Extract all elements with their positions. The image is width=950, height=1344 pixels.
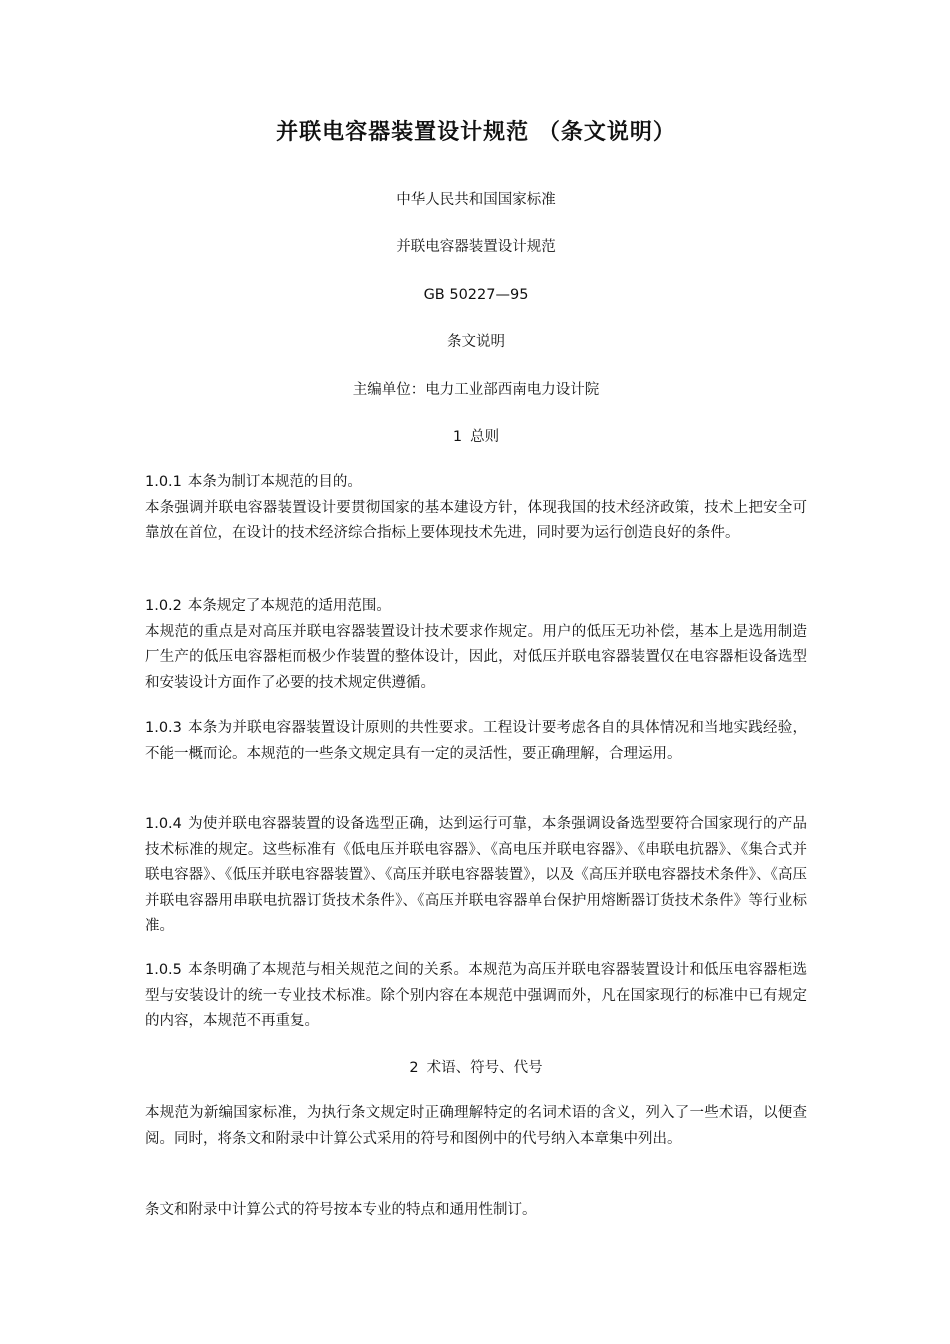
clause-1-0-3-text <box>145 716 807 767</box>
clause-1-0-1-heading <box>145 470 807 496</box>
clause-1-0-4 <box>145 812 807 940</box>
standard-code: GB 50227—95 <box>423 287 529 303</box>
section-2-number: 2 <box>409 1060 419 1076</box>
clause-number: 1.0.4 <box>145 816 182 832</box>
document-title: 并联电容器装置设计规范 （条文说明） <box>276 120 676 145</box>
clause-number: 1.0.5 <box>145 962 182 978</box>
section-2-paragraph-1 <box>145 1101 807 1152</box>
clause-heading: 本条明确了本规范与相关规范之间的关系。本规范为高压并联电容器装置设计和低压电容器柜选型与安装设计的统一专业技术标准。除个别内容在本规范中强调而外，凡在国家现行的标准中已有规定的内容，本规范不再重复。 <box>145 962 807 1029</box>
standard-category: 中华人民共和国国家标准 <box>396 192 556 208</box>
clause-number: 1.0.1 <box>145 474 182 490</box>
section-1-number: 1 <box>452 429 463 445</box>
clause-1-0-1 <box>145 470 807 547</box>
clause-1-0-1-body: 本条强调并联电容器装置设计要贯彻国家的基本建设方针，体现我国的技术经济政策，技术上把安全可靠放在首位，在设计的技术经济综合指标上要体现技术先进，同时要为运行创造良好的条件。 <box>145 499 807 541</box>
section-2-heading <box>145 1058 807 1078</box>
clause-1-0-5-text <box>145 958 807 1035</box>
clause-1-0-2-heading <box>145 594 807 620</box>
clause-1-0-2 <box>145 594 807 696</box>
section-1-title: 总则 <box>470 429 500 445</box>
clause-1-0-3 <box>145 716 807 767</box>
clause-number: 1.0.3 <box>145 720 182 736</box>
section-2-title: 术语、符号、代号 <box>426 1060 543 1076</box>
explanation-label: 条文说明 <box>447 334 505 350</box>
paragraph-text: 本规范为新编国家标准，为执行条文规定时正确理解特定的名词术语的含义，列入了一些术语，以便查阅。同时，将条文和附录中计算公式采用的符号和图例中的代号纳入本章集中列出。 <box>145 1105 807 1147</box>
clause-heading: 本条为并联电容器装置设计原则的共性要求。工程设计要考虑各自的具体情况和当地实践经验，不能一概而论。本规范的一些条文规定具有一定的灵活性，要正确理解，合理运用。 <box>145 720 807 762</box>
clause-heading: 为使并联电容器装置的设备选型正确，达到运行可靠，本条强调设备选型要符合国家现行的产品技术标准的规定。这些标准有《低电压并联电容器》、《高电压并联电容器》、《串联电抗器》、《集合式并联电容器》、《低压并联电容器装置》、《高压并联电容器装置》，以及《高压并联电容器技术条件》、《高压并联电容器用串联电抗器订货技术条件》、《高压并联电容器单台保护用熔断器订货技术条件》等行业标准。 <box>145 816 807 934</box>
clause-1-0-4-text <box>145 812 807 940</box>
section-2-paragraph-2 <box>145 1198 807 1224</box>
clause-1-0-2-body: 本规范的重点是对高压并联电容器装置设计技术要求作规定。用户的低压无功补偿，基本上是选用制造厂生产的低压电容器柜而极少作装置的整体设计，因此，对低压并联电容器装置仅在电容器柜设备选型和安装设计方面作了必要的技术规定供遵循。 <box>145 623 807 691</box>
clause-1-0-5 <box>145 958 807 1035</box>
editor-unit: 主编单位：电力工业部西南电力设计院 <box>352 382 600 398</box>
clause-heading: 本条为制订本规范的目的。 <box>187 474 362 490</box>
standard-name: 并联电容器装置设计规范 <box>396 239 556 255</box>
clause-number: 1.0.2 <box>145 598 182 614</box>
section-1-heading <box>145 427 807 447</box>
paragraph-text: 条文和附录中计算公式的符号按本专业的特点和通用性制订。 <box>145 1202 537 1218</box>
clause-heading: 本条规定了本规范的适用范围。 <box>187 598 391 614</box>
